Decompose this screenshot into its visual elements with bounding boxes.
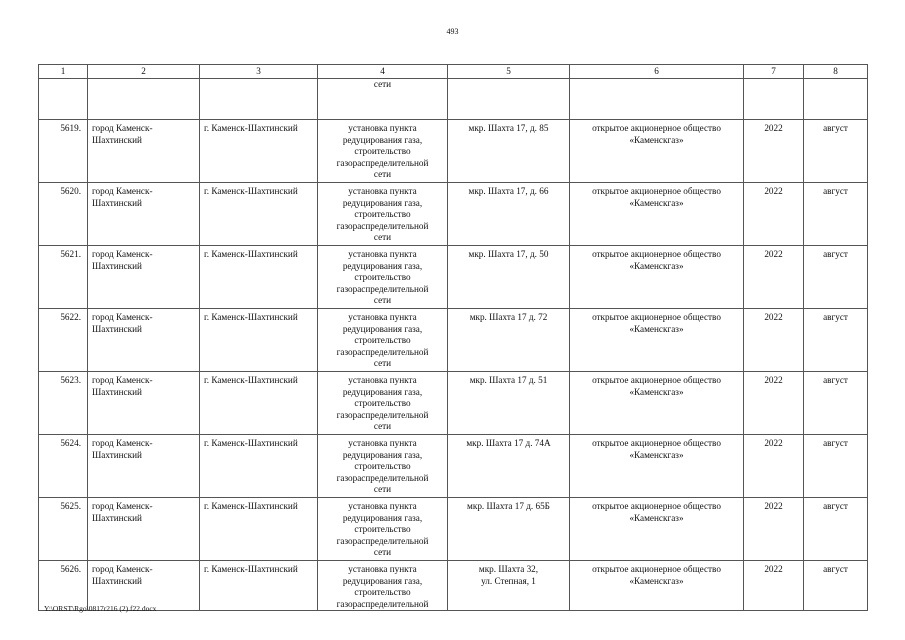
cell-text-line: «Каменскгаз» [629, 323, 684, 334]
cell-text-line: открытое акционерное общество [592, 564, 721, 574]
table-cell [88, 79, 200, 120]
municipality-cell [88, 246, 200, 309]
cell-text-line: «Каменскгаз» [629, 575, 684, 586]
settlement-cell: г. Каменск-Шахтинский [200, 498, 318, 561]
cell-text-line: Шахтинский [92, 512, 142, 523]
municipality-cell [88, 120, 200, 183]
address-cell [448, 309, 570, 372]
month-cell: август [804, 498, 868, 561]
organization-cell [570, 498, 744, 561]
table-header-row [39, 65, 868, 79]
work-description-cell [318, 183, 448, 246]
table-cell [570, 79, 744, 120]
table-cell [39, 79, 88, 120]
cell-text-line: сети [373, 232, 392, 242]
month-cell: август [804, 435, 868, 498]
column-header: 1 [39, 65, 88, 79]
municipality-cell [88, 309, 200, 372]
address-cell [448, 498, 570, 561]
cell-text-line: строительство [354, 461, 411, 471]
cell-text-line: мкр. Шахта 17, д. 50 [468, 249, 549, 259]
table-row [39, 372, 868, 435]
cell-text-line: сети [373, 169, 392, 179]
cell-text-line: ул. Степная, 1 [481, 575, 536, 586]
cell-text-line: газораспределительной [336, 220, 429, 231]
row-number-cell: 5620. [39, 183, 88, 246]
organization-cell [570, 183, 744, 246]
work-description-cell [318, 120, 448, 183]
column-header: 7 [744, 65, 804, 79]
row-number-cell: 5626. [39, 561, 88, 611]
address-cell [448, 120, 570, 183]
municipality-cell [88, 372, 200, 435]
year-cell: 2022 [744, 183, 804, 246]
cell-text-line: открытое акционерное общество [592, 375, 721, 385]
organization-cell [570, 246, 744, 309]
cell-text-line: открытое акционерное общество [592, 501, 721, 511]
cell-text-line: мкр. Шахта 17 д. 72 [469, 312, 548, 322]
cell-text-line: установка пункта [348, 249, 417, 259]
cell-text-line: «Каменскгаз» [629, 197, 684, 208]
table-row [39, 309, 868, 372]
cell-text-line: установка пункта [348, 564, 417, 574]
table-row [39, 498, 868, 561]
work-description-cell [318, 435, 448, 498]
column-header: 8 [804, 65, 868, 79]
table-cell [804, 79, 868, 120]
year-cell: 2022 [744, 498, 804, 561]
cell-text-line: газораспределительной [336, 157, 429, 168]
cell-text-line: город Каменск- [92, 186, 153, 196]
cell-text-line: город Каменск- [92, 249, 153, 259]
year-cell: 2022 [744, 561, 804, 611]
cell-text-line: редуцирования газа, [342, 323, 423, 334]
cell-text-line: установка пункта [348, 123, 417, 133]
cell-text-line: редуцирования газа, [342, 575, 423, 586]
cell-text-line: Шахтинский [92, 323, 142, 334]
cell-text-line: открытое акционерное общество [592, 249, 721, 259]
organization-cell [570, 309, 744, 372]
cell-text-line: сети [373, 358, 392, 368]
organization-cell [570, 561, 744, 611]
cell-text-line: газораспределительной [336, 535, 429, 546]
cell-text-line: мкр. Шахта 17, д. 66 [468, 186, 549, 196]
cell-text-line: газораспределительной [336, 598, 429, 609]
column-header: 6 [570, 65, 744, 79]
month-cell: август [804, 246, 868, 309]
cell-text-line: Шахтинский [92, 134, 142, 145]
row-number-cell: 5621. [39, 246, 88, 309]
cell-text-line: Шахтинский [92, 449, 142, 460]
column-header: 5 [448, 65, 570, 79]
table-row [39, 246, 868, 309]
address-cell [448, 561, 570, 611]
cell-text-line: город Каменск- [92, 564, 153, 574]
cell-text-line: строительство [354, 524, 411, 534]
file-path-footer: Y:\ORST\Rgo\0817r216 (2).f22.docx [44, 604, 157, 613]
cell-text-line: установка пункта [348, 375, 417, 385]
row-number-cell: 5619. [39, 120, 88, 183]
settlement-cell: г. Каменск-Шахтинский [200, 246, 318, 309]
settlement-cell: г. Каменск-Шахтинский [200, 435, 318, 498]
cell-text-line: открытое акционерное общество [592, 312, 721, 322]
cell-text-line: город Каменск- [92, 501, 153, 511]
cell-text-line: редуцирования газа, [342, 449, 423, 460]
municipality-cell [88, 561, 200, 611]
cell-text-line: мкр. Шахта 17 д. 65Б [467, 501, 550, 511]
cell-text-line: редуцирования газа, [342, 386, 423, 397]
cell-text-line: строительство [354, 587, 411, 597]
cell-text-line: город Каменск- [92, 375, 153, 385]
settlement-cell: г. Каменск-Шахтинский [200, 372, 318, 435]
year-cell: 2022 [744, 120, 804, 183]
cell-text-line: сети [373, 295, 392, 305]
cell-text-line: установка пункта [348, 501, 417, 511]
month-cell: август [804, 561, 868, 611]
municipality-cell [88, 435, 200, 498]
cell-text-line: Шахтинский [92, 386, 142, 397]
cell-text-line: открытое акционерное общество [592, 123, 721, 133]
month-cell: август [804, 309, 868, 372]
cell-text-line: «Каменскгаз» [629, 449, 684, 460]
year-cell: 2022 [744, 246, 804, 309]
table-cell [200, 79, 318, 120]
cell-text-line: открытое акционерное общество [592, 186, 721, 196]
row-number-cell: 5624. [39, 435, 88, 498]
cell-text-line: сети [373, 547, 392, 557]
cell-text-line: сети [373, 421, 392, 431]
cell-text-line: газораспределительной [336, 472, 429, 483]
work-description-cell [318, 498, 448, 561]
cell-text-line: установка пункта [348, 312, 417, 322]
work-description-cell [318, 561, 448, 611]
cell-text-line: открытое акционерное общество [592, 438, 721, 448]
year-cell: 2022 [744, 372, 804, 435]
cell-text-line: Шахтинский [92, 260, 142, 271]
organization-cell [570, 372, 744, 435]
cell-text-line: «Каменскгаз» [629, 260, 684, 271]
work-description-cell [318, 309, 448, 372]
year-cell: 2022 [744, 309, 804, 372]
cell-text-line: строительство [354, 398, 411, 408]
cell-text-line: установка пункта [348, 438, 417, 448]
year-cell: 2022 [744, 435, 804, 498]
settlement-cell: г. Каменск-Шахтинский [200, 183, 318, 246]
settlement-cell: г. Каменск-Шахтинский [200, 561, 318, 611]
cell-text-line: мкр. Шахта 17 д. 51 [469, 375, 548, 385]
month-cell: август [804, 120, 868, 183]
organization-cell [570, 435, 744, 498]
cell-text-line: редуцирования газа, [342, 134, 423, 145]
table-row [39, 120, 868, 183]
address-cell [448, 372, 570, 435]
table-cell [448, 79, 570, 120]
cell-text-line: город Каменск- [92, 312, 153, 322]
address-cell [448, 183, 570, 246]
month-cell: август [804, 183, 868, 246]
work-description-cell [318, 246, 448, 309]
table-row [39, 435, 868, 498]
cell-text-line: установка пункта [348, 186, 417, 196]
municipality-cell [88, 183, 200, 246]
cell-text-line: мкр. Шахта 17, д. 85 [468, 123, 549, 133]
table-cell [744, 79, 804, 120]
page-number: 493 [446, 27, 459, 36]
row-number-cell: 5623. [39, 372, 88, 435]
cell-text-line: Шахтинский [92, 575, 142, 586]
cell-text-line: сети [373, 484, 392, 494]
row-number-cell: 5625. [39, 498, 88, 561]
cell-text-line: редуцирования газа, [342, 197, 423, 208]
cell-text-line: строительство [354, 209, 411, 219]
column-header: 3 [200, 65, 318, 79]
work-description-cell [318, 372, 448, 435]
cell-text-line: строительство [354, 335, 411, 345]
cell-text-line: мкр. Шахта 17 д. 74А [466, 438, 551, 448]
table-row [39, 561, 868, 611]
cell-text-line: редуцирования газа, [342, 260, 423, 271]
cell-text-line: газораспределительной [336, 346, 429, 357]
address-cell [448, 246, 570, 309]
cell-text-line: «Каменскгаз» [629, 134, 684, 145]
cell-text-line: «Каменскгаз» [629, 512, 684, 523]
cell-text-line: город Каменск- [92, 123, 153, 133]
cell-text-line: Шахтинский [92, 197, 142, 208]
column-header: 4 [318, 65, 448, 79]
cell-text-line: мкр. Шахта 32, [478, 564, 539, 574]
cell-text-line: «Каменскгаз» [629, 386, 684, 397]
cell-text-line: газораспределительной [336, 409, 429, 420]
settlement-cell: г. Каменск-Шахтинский [200, 120, 318, 183]
month-cell: август [804, 372, 868, 435]
cell-text-line: строительство [354, 272, 411, 282]
settlement-cell: г. Каменск-Шахтинский [200, 309, 318, 372]
organization-cell [570, 120, 744, 183]
address-cell [448, 435, 570, 498]
cell-text-line: редуцирования газа, [342, 512, 423, 523]
table-cell: сети [318, 79, 448, 120]
table-row-continuation [39, 79, 868, 120]
cell-text-line: газораспределительной [336, 283, 429, 294]
cell-text-line: строительство [354, 146, 411, 156]
municipality-cell [88, 498, 200, 561]
gas-works-table [38, 64, 868, 611]
cell-text-line: город Каменск- [92, 438, 153, 448]
column-header: 2 [88, 65, 200, 79]
row-number-cell: 5622. [39, 309, 88, 372]
table-row [39, 183, 868, 246]
